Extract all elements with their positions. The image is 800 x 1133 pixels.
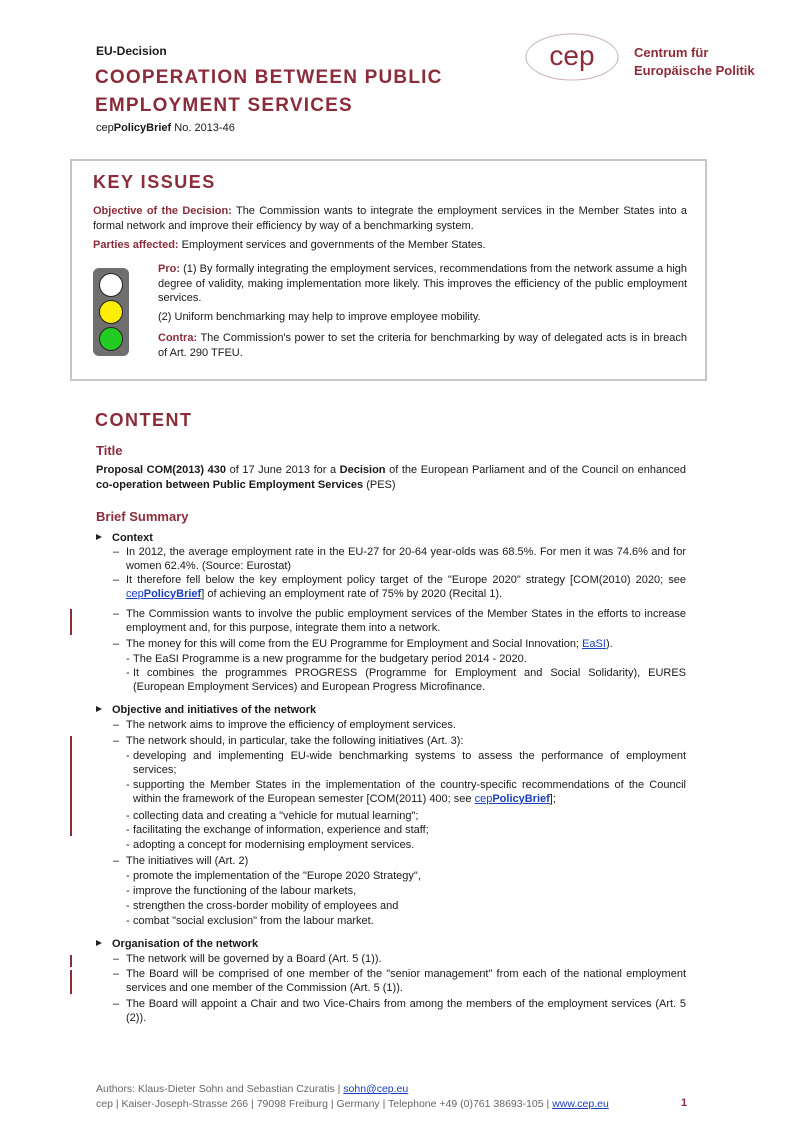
objective-label: Objective of the Decision: bbox=[93, 205, 232, 217]
proposal-subject: co-operation between Public Employment Services bbox=[96, 478, 364, 491]
objective-paragraph bbox=[93, 204, 687, 233]
link-policybrief: PolicyBrief bbox=[492, 792, 550, 805]
proposal-text-2: of the European Parliament and of the Council on enhanced bbox=[385, 464, 686, 476]
hyphen-icon: - bbox=[126, 810, 130, 822]
list-item-text: The Board will appoint a Chair and two Vice-Chairs from among the members of the employment services (Art. 5 (2)). bbox=[126, 998, 686, 1024]
page-number: 1 bbox=[681, 1097, 688, 1109]
address-text: cep | Kaiser-Joseph-Strasse 266 | 79098 Freiburg | Germany | Telephone +49 (0)761 38693-105 | bbox=[96, 1098, 553, 1110]
context-2-text-a: It therefore fell below the key employment policy target of the "Europe 2020" strategy [COM(2010) 2020; see bbox=[126, 574, 686, 586]
triangle-bullet-icon bbox=[96, 940, 102, 946]
sub-item-text: facilitating the exchange of information, experience and staff; bbox=[133, 824, 429, 836]
organisation-label: Organisation of the network bbox=[112, 938, 259, 950]
change-bar bbox=[70, 955, 72, 967]
title-heading: Title bbox=[96, 443, 123, 458]
objective-heading bbox=[96, 704, 316, 716]
triangle-bullet-icon bbox=[96, 706, 102, 712]
sub-list-item bbox=[126, 750, 686, 777]
organisation-heading bbox=[96, 938, 258, 950]
hyphen-icon: - bbox=[126, 653, 130, 665]
hyphen-icon: - bbox=[126, 885, 130, 897]
proposal-number: Proposal COM(2013) 430 bbox=[96, 464, 227, 476]
list-item-text: The network will be governed by a Board (Art. 5 (1)). bbox=[126, 953, 382, 965]
list-item-text: The initiatives will (Art. 2) bbox=[126, 855, 249, 867]
context-4-text-b: ). bbox=[605, 638, 613, 650]
page-title bbox=[95, 64, 443, 120]
pro-paragraph bbox=[158, 262, 687, 306]
document-type: EU-Decision bbox=[96, 44, 167, 58]
sub-item-text: promote the implementation of the "Europe 2020 Strategy", bbox=[133, 870, 421, 882]
proposal-paragraph bbox=[96, 463, 686, 492]
hyphen-icon: - bbox=[126, 750, 130, 762]
brief-suffix: No. 2013-46 bbox=[171, 122, 235, 134]
hyphen-icon: - bbox=[126, 824, 130, 836]
cep-logo bbox=[524, 32, 620, 82]
footer-authors bbox=[96, 1083, 408, 1095]
sub-list-item bbox=[126, 900, 686, 914]
list-item bbox=[113, 719, 686, 733]
sub-list-item bbox=[126, 839, 686, 853]
sub-list-item bbox=[126, 779, 686, 806]
hyphen-icon: - bbox=[126, 915, 130, 927]
list-item-text: The Commission wants to involve the public employment services of the Member States in the efforts to increase employment and, for this purpose, integrate them into a network. bbox=[126, 608, 686, 634]
hyphen-icon: - bbox=[126, 667, 130, 679]
contra-text: The Commission's power to set the criteria for benchmarking by way of delegated acts is in breach of Art. 290 TFEU. bbox=[158, 332, 687, 359]
proposal-text-3: (PES) bbox=[363, 478, 396, 491]
parties-paragraph bbox=[93, 238, 687, 253]
sub-list-item bbox=[126, 870, 686, 884]
white-light bbox=[99, 273, 123, 297]
pro-paragraph-2: (2) Uniform benchmarking may help to improve employee mobility. bbox=[158, 311, 481, 323]
list-item bbox=[113, 968, 686, 995]
easi-link[interactable]: EaSI bbox=[582, 638, 606, 650]
context-2-text-b: ] of achieving an employment rate of 75% by 2020 (Recital 1). bbox=[201, 587, 503, 600]
list-item bbox=[113, 608, 686, 635]
authors-text: Authors: Klaus-Dieter Sohn and Sebastian Czuratis | bbox=[96, 1083, 344, 1095]
policybrief-link[interactable] bbox=[475, 793, 550, 805]
email-link[interactable]: sohn@cep.eu bbox=[343, 1083, 409, 1095]
policy-brief-number bbox=[96, 122, 235, 134]
sub-list-item bbox=[126, 915, 686, 929]
triangle-bullet-icon bbox=[96, 534, 102, 540]
hyphen-icon: - bbox=[126, 839, 130, 851]
brief-prefix: cep bbox=[96, 122, 114, 134]
context-label: Context bbox=[112, 532, 153, 544]
list-item-text: In 2012, the average employment rate in the EU-27 for 20-64 year-olds was 68.5%. For men it was 74.6% and for women 62.4%. (Source: Eurostat) bbox=[126, 546, 686, 572]
link-cep: cep bbox=[126, 587, 144, 600]
policybrief-link[interactable] bbox=[126, 588, 201, 600]
org-line-2: Europäische Politik bbox=[634, 63, 755, 78]
traffic-light-icon bbox=[93, 268, 129, 356]
dash-icon: – bbox=[113, 968, 120, 980]
list-item bbox=[113, 855, 686, 869]
hyphen-icon: - bbox=[126, 870, 130, 882]
green-light bbox=[99, 327, 123, 351]
sub-item-text: The EaSI Programme is a new programme for the budgetary period 2014 - 2020. bbox=[133, 653, 527, 665]
list-item bbox=[113, 735, 686, 749]
dash-icon: – bbox=[113, 638, 120, 650]
hyphen-icon: - bbox=[126, 900, 130, 912]
content-heading: CONTENT bbox=[95, 410, 193, 430]
dash-icon: – bbox=[113, 546, 120, 558]
proposal-decision: Decision bbox=[339, 464, 386, 476]
list-item bbox=[113, 953, 686, 967]
dash-icon: – bbox=[113, 855, 120, 867]
sub-list-item bbox=[126, 885, 686, 899]
list-item-text bbox=[126, 574, 686, 601]
sub-item-text: improve the functioning of the labour markets, bbox=[133, 885, 357, 897]
sub-item-text: adopting a concept for modernising employment services. bbox=[133, 839, 415, 851]
link-policybrief: PolicyBrief bbox=[143, 587, 202, 600]
logo-text: cep bbox=[549, 40, 595, 71]
website-link[interactable]: www.cep.eu bbox=[552, 1098, 609, 1110]
sub-item-text: combat "social exclusion" from the labour market. bbox=[133, 915, 374, 927]
context-4-text-a: The money for this will come from the EU Programme for Employment and Social Innovation; bbox=[126, 638, 583, 650]
title-line-1: COOPERATION BETWEEN PUBLIC bbox=[95, 67, 443, 88]
list-item bbox=[113, 638, 686, 652]
brief-summary-heading: Brief Summary bbox=[96, 509, 189, 524]
sub-item-text: strengthen the cross-border mobility of employees and bbox=[133, 900, 399, 912]
objective-label: Objective and initiatives of the network bbox=[112, 704, 317, 716]
dash-icon: – bbox=[113, 953, 120, 965]
dash-icon: – bbox=[113, 608, 120, 620]
parties-text: Employment services and governments of the Member States. bbox=[178, 239, 486, 251]
sub-item-text: It combines the programmes PROGRESS (Programme for Employment and Social Solidarity), EURES (European Employment Services) and European Progress Microfinance. bbox=[133, 667, 686, 693]
objective-text: The Commission wants to integrate the employment services in the Member States into a formal network and improve their efficiency by way of a benchmarking system. bbox=[93, 205, 687, 232]
title-line-2: EMPLOYMENT SERVICES bbox=[95, 95, 353, 116]
change-bar bbox=[70, 609, 72, 635]
change-bar bbox=[70, 736, 72, 836]
context-heading bbox=[96, 532, 153, 544]
parties-label: Parties affected: bbox=[93, 239, 179, 251]
proposal-text-1: of 17 June 2013 for a bbox=[226, 464, 340, 476]
dash-icon: – bbox=[113, 998, 120, 1010]
sub-item-text bbox=[133, 779, 686, 806]
list-item-text: The Board will be comprised of one member of the "senior management" from each of the national employment services and one member of the Commission (Art. 5 (1)). bbox=[126, 968, 686, 994]
org-line-1: Centrum für bbox=[634, 45, 709, 60]
sub-item-text: collecting data and creating a "vehicle for mutual learning"; bbox=[133, 810, 419, 822]
list-item-text: The network should, in particular, take the following initiatives (Art. 3): bbox=[126, 735, 464, 747]
sub-list-item bbox=[126, 810, 686, 824]
obj-2-sub2-text-a: supporting the Member States in the implementation of the country-specific recommendations of the Council within the framework of the European semester [COM(2011) 400; see bbox=[133, 779, 686, 805]
brief-bold: PolicyBrief bbox=[113, 122, 172, 134]
sub-item-text: developing and implementing EU-wide benchmarking systems to assess the performance of employment services; bbox=[133, 750, 686, 776]
list-item bbox=[113, 998, 686, 1025]
key-issues-heading: KEY ISSUES bbox=[93, 172, 216, 192]
organization-name bbox=[634, 44, 755, 80]
sub-list-item bbox=[126, 667, 686, 694]
hyphen-icon: - bbox=[126, 779, 130, 791]
obj-2-sub2-text-b: ]; bbox=[549, 792, 556, 805]
sub-list-item bbox=[126, 653, 686, 667]
list-item-text bbox=[126, 638, 686, 652]
change-bar bbox=[70, 970, 72, 994]
pro-text-1: (1) By formally integrating the employment services, recommendations from the network assume a high degree of validity, making implementation more likely. This improves the efficiency of the public employment services. bbox=[158, 263, 687, 304]
dash-icon: – bbox=[113, 735, 120, 747]
list-item bbox=[113, 546, 686, 573]
yellow-light bbox=[99, 300, 123, 324]
footer-address bbox=[96, 1098, 609, 1110]
pro-label: Pro: bbox=[158, 263, 180, 275]
list-item-text: The network aims to improve the efficiency of employment services. bbox=[126, 719, 456, 731]
contra-paragraph bbox=[158, 331, 687, 360]
sub-list-item bbox=[126, 824, 686, 838]
link-cep: cep bbox=[474, 792, 493, 805]
dash-icon: – bbox=[113, 574, 120, 586]
dash-icon: – bbox=[113, 719, 120, 731]
list-item bbox=[113, 574, 686, 601]
contra-label: Contra: bbox=[158, 332, 198, 344]
